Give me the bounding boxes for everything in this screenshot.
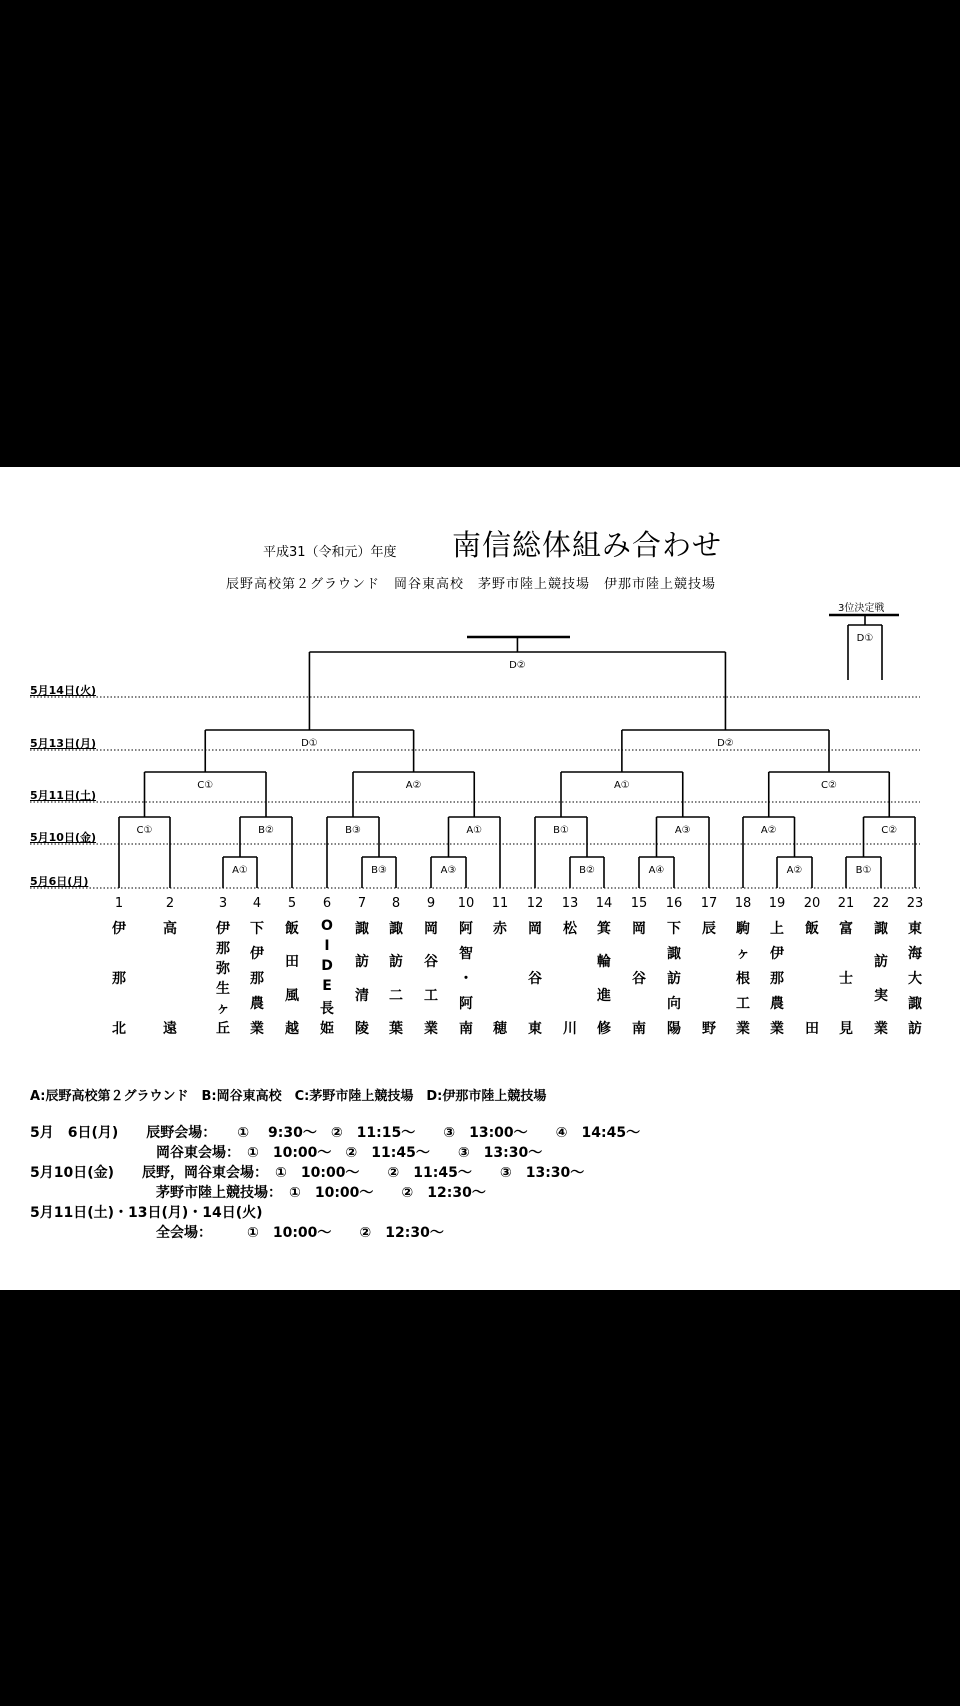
team-number: 12: [526, 896, 544, 911]
match-label: D②: [509, 660, 526, 671]
team-name: 下 伊 那 農 業: [250, 921, 264, 1037]
team-name: 辰 野: [702, 921, 716, 1037]
team-name: 富 士 見: [839, 921, 853, 1037]
team-name: 東 海 大 諏 訪: [908, 921, 922, 1037]
match-label: B②: [579, 865, 595, 876]
match-label: D②: [717, 738, 734, 749]
match-label: A②: [786, 865, 803, 876]
match-label: B①: [855, 865, 872, 876]
schedule-row: 全会場： ① 10:00～ ② 12:30～: [30, 1225, 444, 1241]
team-name: 上 伊 那 農 業: [770, 921, 784, 1037]
match-label: D①: [856, 633, 874, 644]
team-number: 13: [561, 896, 579, 911]
team-number: 8: [391, 896, 401, 911]
team-name: 箕 輪 進 修: [597, 921, 611, 1037]
match-label: B②: [258, 825, 274, 836]
team-number: 16: [665, 896, 683, 911]
team-name: 諏 訪 二 葉: [389, 921, 403, 1037]
team-number: 19: [768, 896, 786, 911]
match-label: C②: [881, 825, 898, 836]
team-name: 高 遠: [163, 921, 177, 1037]
team-name: 下 諏 訪 向 陽: [667, 921, 681, 1037]
match-label: C①: [197, 780, 214, 791]
venue-legend: A:辰野高校第２グラウンド B:岡谷東高校 C:茅野市陸上競技場 D:伊那市陸上競技場: [30, 1089, 547, 1104]
team-name: 諏 訪 実 業: [874, 921, 888, 1037]
team-name: 阿 智 ・ 阿 南: [459, 921, 473, 1037]
date-label: 5月11日(土): [30, 789, 97, 802]
team-number: 1: [114, 896, 124, 911]
team-number: 11: [491, 896, 509, 911]
match-label: A①: [466, 825, 483, 836]
team-number: 17: [700, 896, 718, 911]
match-label: A③: [440, 865, 457, 876]
team-number: 4: [252, 896, 262, 911]
page-title: 南信総体組み合わせ: [452, 528, 723, 562]
team-number: 21: [837, 896, 855, 911]
schedule-row: 5月11日(土)・13日(月)・14日(火): [30, 1205, 263, 1221]
match-label: A②: [405, 780, 422, 791]
team-number: 2: [165, 896, 175, 911]
team-number: 5: [287, 896, 297, 911]
date-label: 5月10日(金): [30, 831, 97, 844]
team-name: 伊 那 北: [112, 921, 126, 1037]
match-label: B③: [345, 825, 361, 836]
team-number: 10: [457, 896, 475, 911]
team-number: 22: [872, 896, 890, 911]
date-label: 5月14日(火): [30, 684, 97, 697]
match-label: A④: [648, 865, 665, 876]
team-name: 飯 田 風 越: [285, 921, 299, 1037]
third-place-label: 3位決定戦: [838, 603, 885, 614]
team-number: 9: [426, 896, 436, 911]
bracket-document: [0, 467, 960, 1290]
match-label: A①: [232, 865, 248, 876]
match-label: C②: [821, 780, 837, 791]
team-number: 15: [630, 896, 648, 911]
match-label: B①: [553, 825, 569, 836]
team-name: 駒 ヶ 根 工 業: [736, 921, 750, 1037]
team-number: 6: [322, 896, 332, 911]
schedule-row: 岡谷東会場： ① 10:00～ ② 11:45～ ③ 13:30～: [30, 1145, 543, 1161]
match-label: A②: [760, 825, 777, 836]
team-name: 岡 谷 工 業: [424, 921, 438, 1037]
team-name: O I D E 長 姫: [320, 918, 334, 1037]
match-label: A①: [613, 780, 630, 791]
team-number: 20: [803, 896, 821, 911]
date-label: 5月13日(月): [30, 737, 97, 750]
team-name: 赤 穂: [493, 921, 507, 1037]
team-name: 飯 田: [805, 921, 819, 1037]
schedule-row: 5月10日(金) 辰野，岡谷東会場： ① 10:00～ ② 11:45～ ③ 13:30～: [30, 1165, 585, 1181]
match-label: A③: [674, 825, 691, 836]
team-name: 伊 那 弥 生 ヶ 丘: [216, 921, 230, 1037]
team-number: 23: [906, 896, 924, 911]
match-label: D①: [301, 738, 318, 749]
year-label: 平成31（令和元）年度: [263, 545, 397, 560]
match-label: C①: [136, 825, 153, 836]
schedule-row: 茅野市陸上競技場： ① 10:00～ ② 12:30～: [30, 1185, 486, 1201]
team-name: 諏 訪 清 陵: [355, 921, 369, 1037]
team-number: 18: [734, 896, 752, 911]
venues-line: 辰野高校第２グラウンド 岡谷東高校 茅野市陸上競技場 伊那市陸上競技場: [226, 577, 717, 592]
team-number: 3: [218, 896, 228, 911]
team-name: 松 川: [563, 921, 577, 1037]
team-name: 岡 谷 南: [632, 921, 646, 1037]
match-label: B③: [371, 865, 387, 876]
team-name: 岡 谷 東: [528, 921, 542, 1037]
date-label: 5月6日(月): [30, 875, 89, 888]
schedule-row: 5月 6日(月) 辰野会場： ① 9:30～ ② 11:15～ ③ 13:00～ ④ 14:45～: [30, 1125, 641, 1141]
team-number: 7: [357, 896, 367, 911]
team-number: 14: [595, 896, 613, 911]
